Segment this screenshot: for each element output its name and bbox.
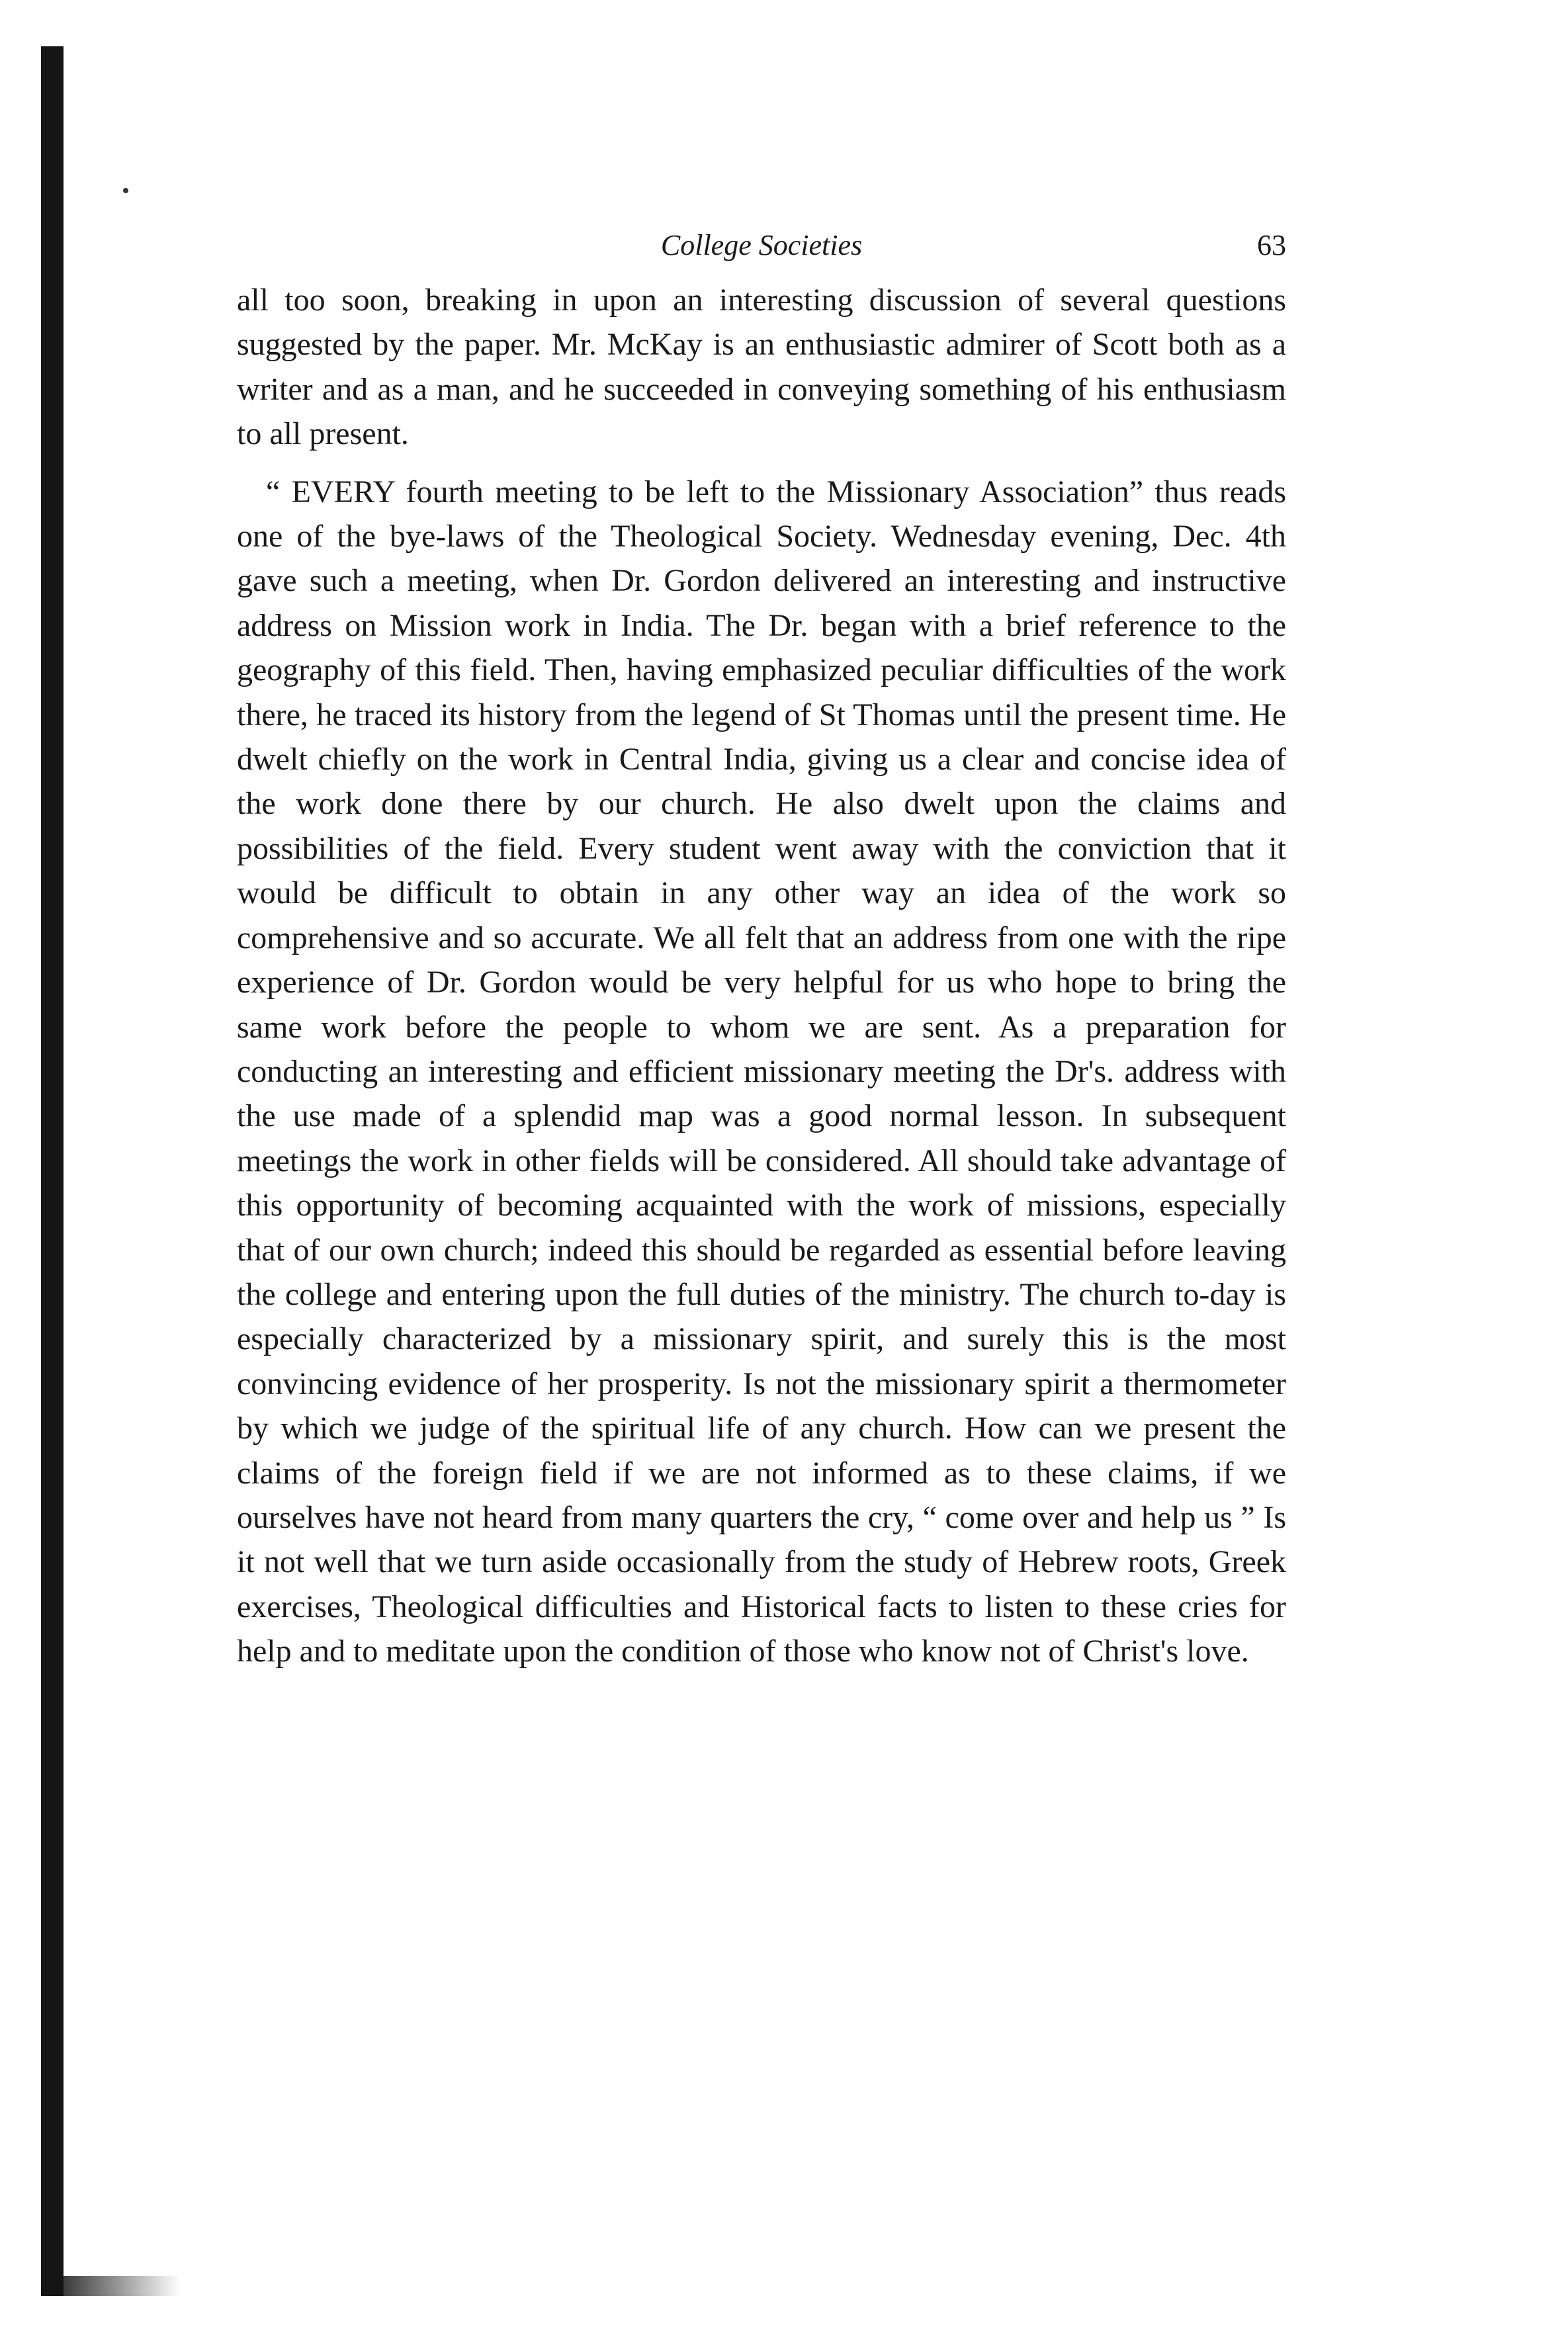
book-binding-foot — [41, 2276, 180, 2296]
book-page — [237, 228, 1286, 1674]
book-binding-edge — [41, 46, 64, 2296]
running-header — [237, 228, 1286, 278]
paragraph-missionary-meeting: “ EVERY fourth meeting to be left to the Missionary Association” thus reads one of the bye-laws of the Theological Society. Wednesday evening, Dec. 4th gave such a meeting, when Dr. Gordon delivered an interesting and instructive address on Mission work in India. The Dr. began with a brief reference to the geography of this field. Then, having emphasized peculiar difficulties of the work there, he traced its history from the legend of St Thomas until the present time. He dwelt chiefly on the work in Central India, giving us a clear and concise idea of the work done there by our church. He also dwelt upon the claims and possibilities of the field. Every student went away with the conviction that it would be difficult to obtain in any other way an idea of the work so comprehensive and so accurate. We all felt that an address from one with the ripe experience of Dr. Gordon would be very helpful for us who hope to bring the same work before the people to whom we are sent. As a preparation for conducting an interesting and efficient missionary meeting the Dr's. address with the use made of a splendid map was a good normal lesson. In subsequent meetings the work in other fields will be considered. All should take advantage of this opportunity of becoming acquainted with the work of missions, especially that of our own church; indeed this should be regarded as essential before leaving the college and entering upon the full duties of the ministry. The church to-day is especially characterized by a missionary spirit, and surely this is the most convincing evidence of her prosperity. Is not the missionary spirit a thermometer by which we judge of the spiritual life of any church. How can we present the claims of the foreign field if we are not informed as to these claims, if we ourselves have not heard from many quarters the cry, “ come over and help us ” Is it not well that we turn aside occasionally from the study of Hebrew roots, Greek exercises, Theological difficulties and Historical facts to listen to these cries for help and to meditate upon the condition of those who know not of Christ's love. — [237, 474, 1286, 1669]
scan-speck — [123, 188, 128, 193]
running-title: College Societies — [660, 229, 863, 261]
text-block — [237, 278, 1286, 1674]
paragraph-continuation: all too soon, breaking in upon an interesting discussion of several questions suggested by the paper. Mr. McKay is an enthusiastic admirer of Scott both as a writer and as a man, and he succeeded in conveying something of his enthusiasm to all present. — [237, 283, 1286, 452]
page-number: 63 — [1257, 229, 1286, 261]
